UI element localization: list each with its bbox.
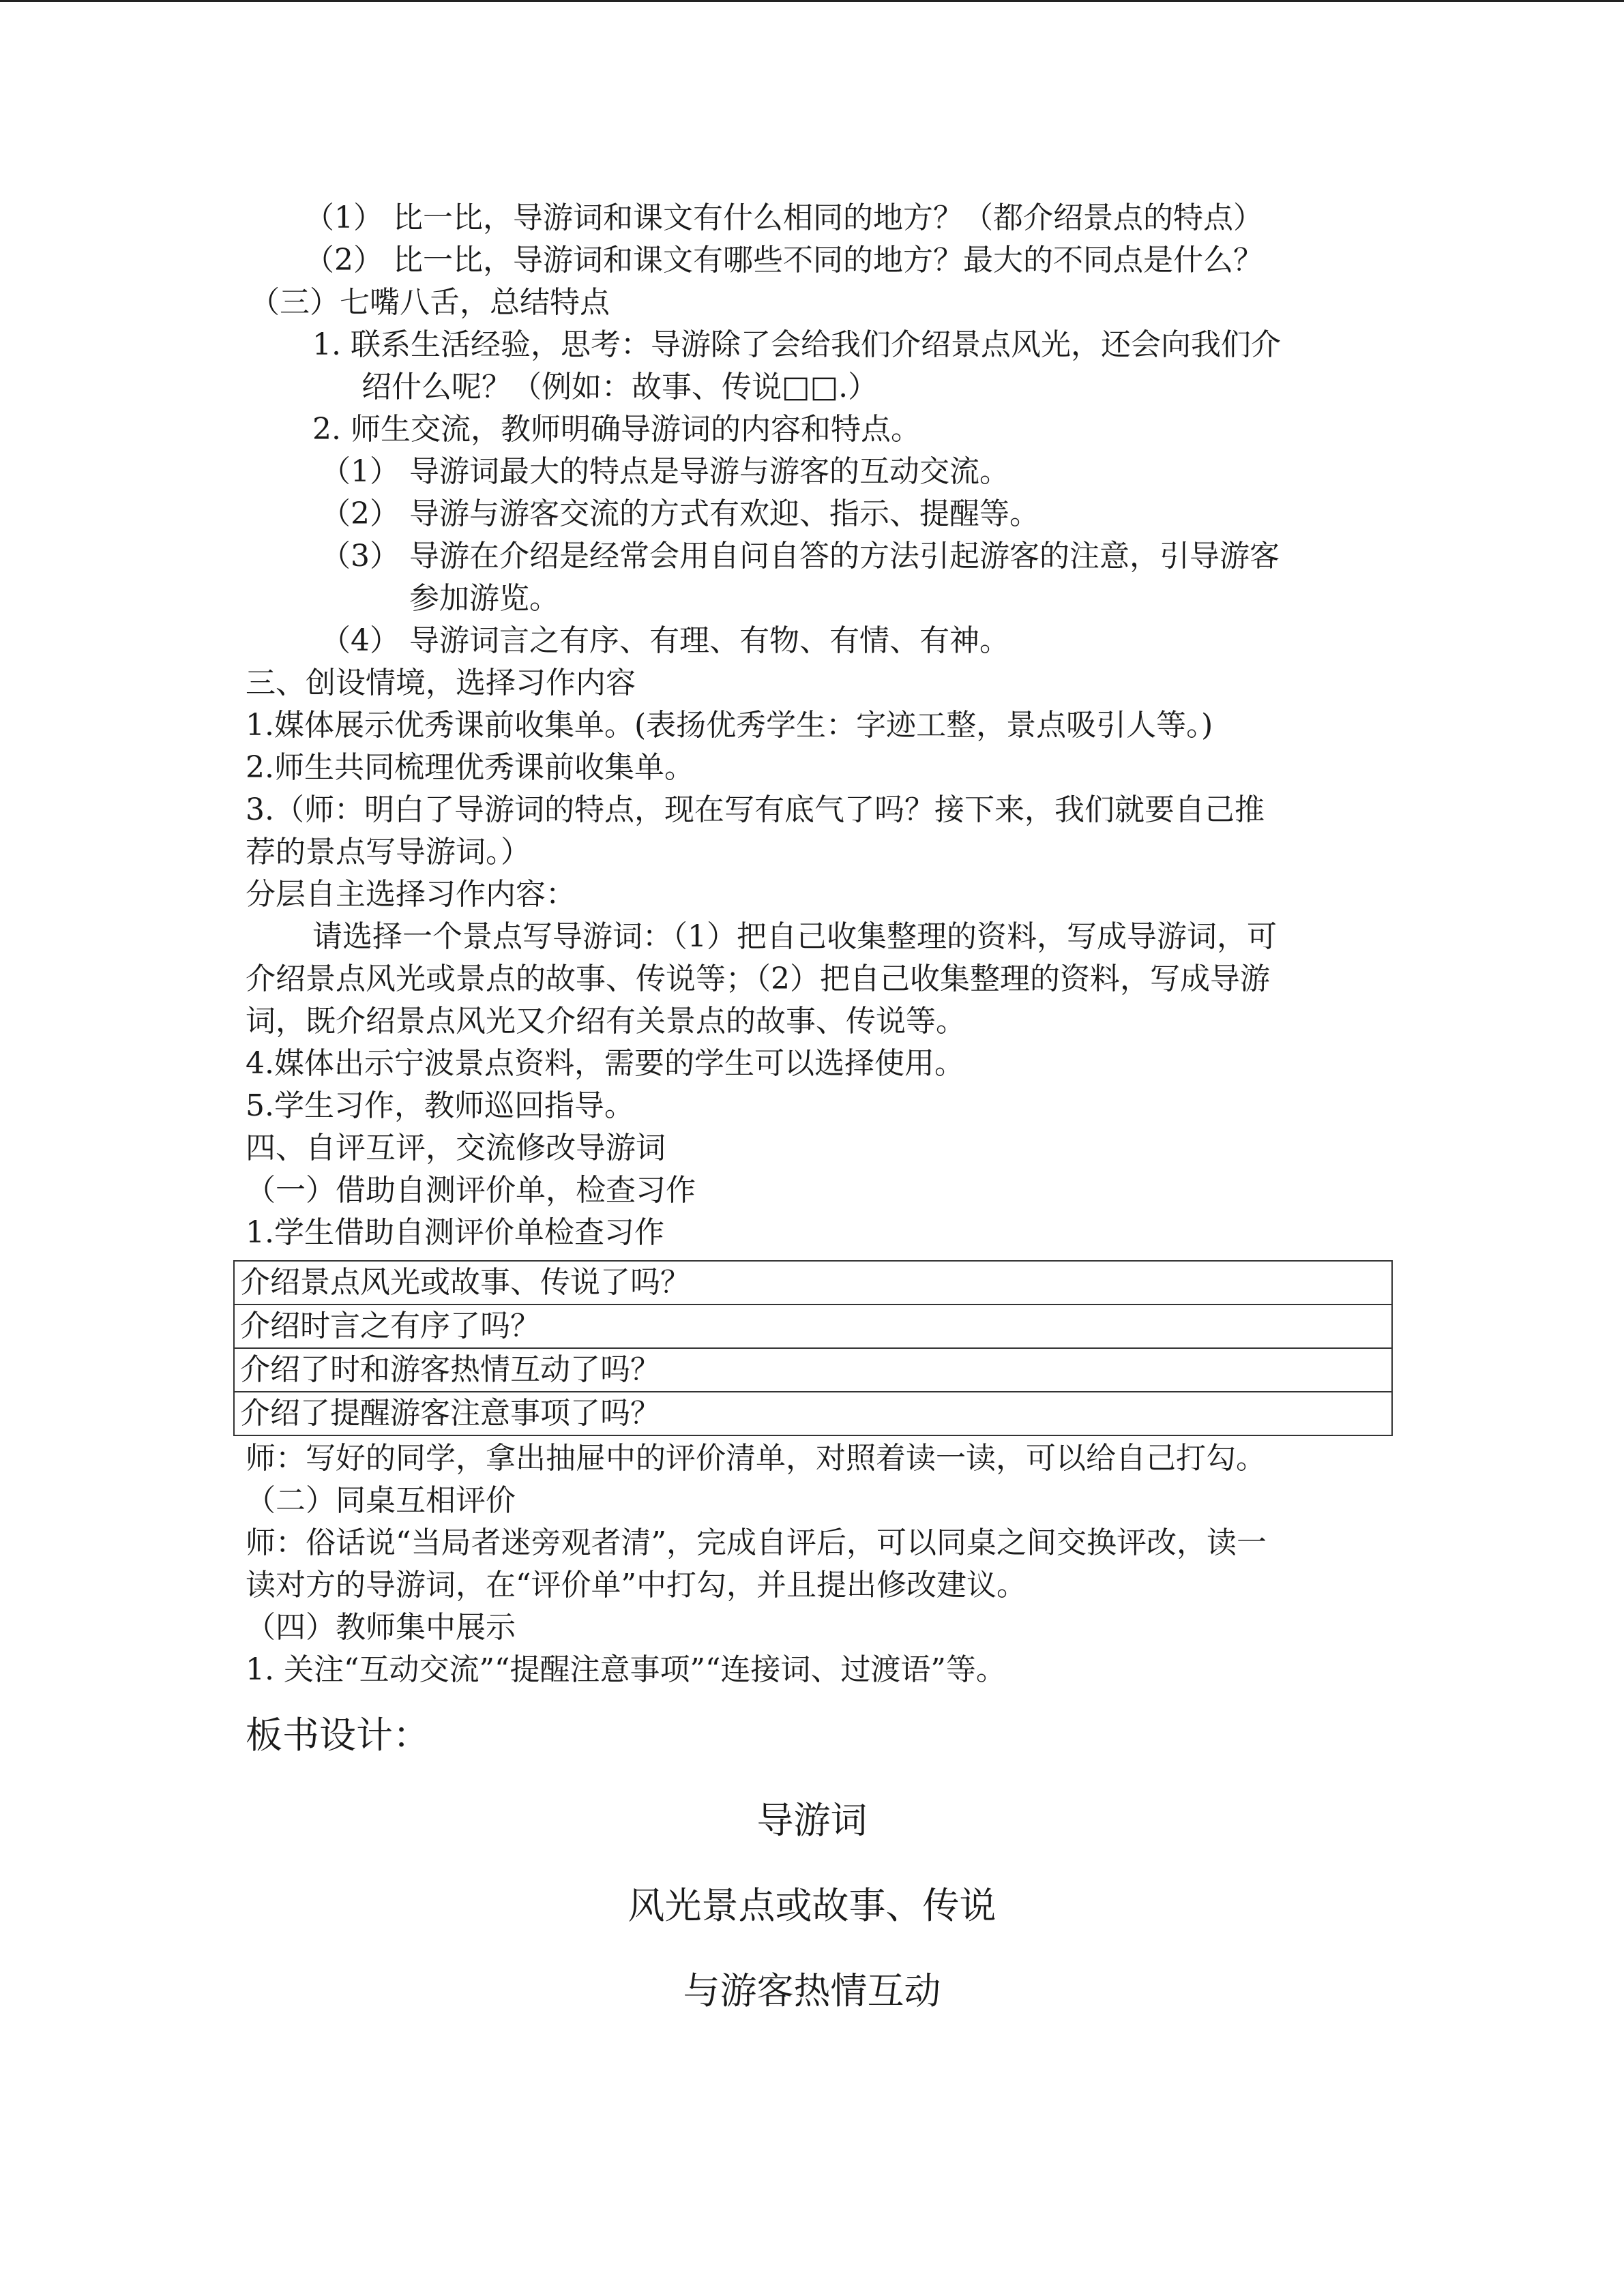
step-1-line-2: 绍什么呢？（例如：故事、传说□□.） [361,370,879,404]
feature-item-4: （4） 导游词言之有序、有理、有物、有情、有神。 [321,623,1009,658]
feature-item-3-line-2: 参加游览。 [409,581,559,616]
self-check-step-1: 1.学生借助自测评价单检查习作 [246,1215,664,1250]
section-heading-three: 三、创设情境，选择习作内容 [246,666,636,700]
table-cell: 介绍景点风光或故事、传说了吗？ [234,1261,1392,1304]
activity-3-line-2: 荐的景点写导游词。） [246,835,531,869]
feature-item-1: （1） 导游词最大的特点是导游与游客的互动交流。 [321,454,1009,489]
compare-item-2: （2） 比一比，导游词和课文有哪些不同的地方？最大的不同点是什么？ [304,243,1263,278]
activity-4: 4.媒体出示宁波景点资料，需要的学生可以选择使用。 [246,1046,964,1081]
tiered-choice-line-3: 词，既介绍景点风光又介绍有关景点的故事、传说等。 [246,1004,966,1039]
tiered-choice-line-1: 请选择一个景点写导游词：（1）把自己收集整理的资料，写成导游词，可 [312,919,1277,954]
tiered-choice-heading: 分层自主选择习作内容： [246,877,576,912]
activity-3-line-1: 3.（师：明白了导游词的特点，现在写有底气了吗？接下来，我们就要自己推 [246,792,1265,827]
table-cell: 介绍了时和游客热情互动了吗？ [234,1348,1392,1392]
section-heading-3: （三）七嘴八舌，总结特点 [250,285,610,320]
self-evaluation-table [233,1260,1393,1436]
compare-item-1: （1） 比一比，导游词和课文有什么相同的地方？（都介绍景点的特点） [304,200,1263,235]
activity-2: 2.师生共同梳理优秀课前收集单。 [246,750,694,785]
step-2: 2. 师生交流，教师明确导游词的内容和特点。 [312,412,921,447]
step-1-line-1: 1. 联系生活经验，思考：导游除了会给我们介绍景点风光，还会向我们介 [312,327,1281,362]
feature-item-3-line-1: （3） 导游在介绍是经常会用自问自答的方法引起游客的注意，引导游客 [321,539,1280,573]
subsection-showcase: （四）教师集中展示 [246,1610,516,1645]
teacher-remark-2-line-1: 师：俗话说“当局者迷旁观者清”，完成自评后，可以同桌之间交换评改，读一 [246,1525,1267,1560]
tiered-choice-line-2: 介绍景点风光或景点的故事、传说等；（2）把自己收集整理的资料，写成导游 [246,961,1270,996]
teacher-remark-1: 师：写好的同学，拿出抽屉中的评价清单，对照着读一读，可以给自己打勾。 [246,1441,1266,1476]
subsection-self-check: （一）借助自测评价单，检查习作 [246,1173,696,1208]
board-line-2: 与游客热情互动 [683,1969,941,2012]
table-row [234,1348,1392,1392]
table-row [234,1261,1392,1304]
section-heading-four: 四、自评互评，交流修改导游词 [246,1131,666,1165]
teacher-remark-2-line-2: 读对方的导游词，在“评价单”中打勾，并且提出修改建议。 [246,1568,1027,1602]
board-design-heading: 板书设计： [246,1714,430,1757]
activity-5: 5.学生习作，教师巡回指导。 [246,1088,634,1123]
table-cell: 介绍时言之有序了吗？ [234,1304,1392,1348]
board-title: 导游词 [756,1799,868,1842]
table-cell: 介绍了提醒游客注意事项了吗？ [234,1392,1392,1435]
subsection-peer-review: （二）同桌互相评价 [246,1483,516,1518]
table-row [234,1304,1392,1348]
table-row [234,1392,1392,1435]
page-top-border [0,0,1624,2]
board-line-1: 风光景点或故事、传说 [628,1884,996,1927]
activity-1: 1.媒体展示优秀课前收集单。(表扬优秀学生：字迹工整，景点吸引人等。) [246,708,1213,743]
showcase-step-1: 1. 关注“互动交流”“提醒注意事项”“连接词、过渡语”等。 [246,1652,1006,1687]
feature-item-2: （2） 导游与游客交流的方式有欢迎、指示、提醒等。 [321,496,1039,531]
